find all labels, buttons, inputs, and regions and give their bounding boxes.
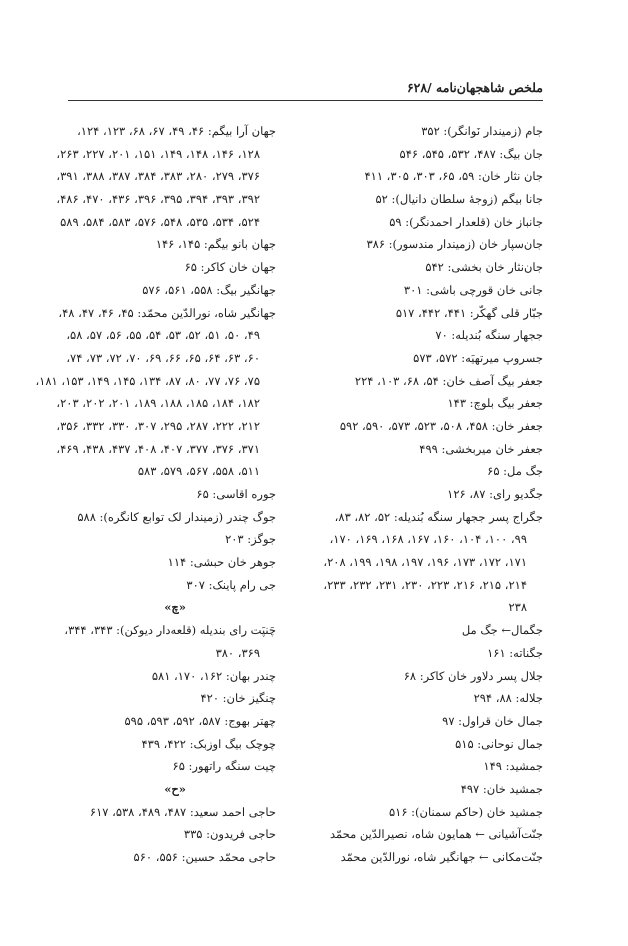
index-column-left (35, 120, 276, 869)
index-entry: ۳۶۹، ۳۸۰ (215, 645, 260, 660)
index-entry: جی رام پاینک: ۳۰۷ (186, 577, 276, 592)
index-entry: جگدیو رای: ۸۷، ۱۲۶ (447, 487, 543, 501)
index-entry: ۵۱۱، ۵۵۸، ۵۶۷، ۵۷۹، ۵۸۳ (137, 464, 260, 479)
index-entry: چهتر بهوج: ۵۸۷، ۵۹۲، ۵۹۳، ۵۹۵ (124, 713, 276, 728)
index-entry: جعفر خان میربخشی: ۴۹۹ (419, 441, 543, 456)
index-entry: جانباز خان (قلعدار احمدنگر): ۵۹ (389, 214, 543, 229)
index-entry: ۴۹، ۵۰، ۵۱، ۵۲، ۵۳، ۵۴، ۵۵، ۵۶، ۵۷، ۵۸، (66, 328, 260, 343)
index-entry: جمشید خان: ۴۹۷ (460, 781, 543, 796)
index-entry: جهان خان کاکر: ۶۵ (184, 260, 276, 275)
index-entry: جگراج پسر ججهار سنگه بُندیله: ۵۲، ۸۲، ۸۳، (334, 509, 543, 524)
index-entry: ۶۰، ۶۳، ۶۴، ۶۵، ۶۶، ۶۹، ۷۰، ۷۲، ۷۳، ۷۴، (66, 350, 260, 365)
index-entry: جام (زمیندار نَوانگر): ۳۵۲ (421, 124, 543, 138)
index-entry: ۹۹، ۱۰۰، ۱۰۴، ۱۶۰، ۱۶۷، ۱۶۸، ۱۶۹، ۱۷۰، (329, 532, 527, 547)
index-entry: ۱۷۱، ۱۷۲، ۱۷۳، ۱۹۶، ۱۹۷، ۱۹۸، ۱۹۹، ۲۰۸، (323, 555, 527, 570)
index-entry: جسروپ میرتهیَه: ۵۷۲، ۵۷۳ (413, 350, 543, 365)
index-entry: جلاله: ۸۸، ۲۹۴ (473, 691, 543, 706)
index-entry: جهانگیر شاه، نورالدّین محمّد: ۴۵، ۴۶، ۴۷، ۴۸، (58, 305, 276, 320)
index-entry: جلال پسر دلاور خان کاکر: ۶۸ (403, 668, 543, 683)
index-entry: ۳۷۱، ۳۷۶، ۳۷۷، ۴۰۷، ۴۰۸، ۴۳۷، ۴۳۸، ۴۶۹، (56, 441, 260, 456)
index-entry: جمال خان قراول: ۹۷ (442, 713, 543, 728)
index-entry: جهان آرا بیگم: ۴۶، ۴۹، ۶۷، ۶۸، ۱۲۳، ۱۲۴، (77, 124, 276, 138)
index-entry: ۲۳۸ (508, 600, 527, 615)
index-entry: چیت سنگه راتهور: ۶۵ (172, 759, 276, 774)
index-entry: ۱۸۲، ۱۸۴، ۱۸۵، ۱۸۸، ۱۸۹، ۲۰۱، ۲۰۲، ۲۰۳، (56, 396, 260, 411)
index-entry: حاجی احمد سعید: ۴۸۷، ۴۸۹، ۵۳۸، ۶۱۷ (89, 804, 276, 819)
index-entry: ۳۹۲، ۳۹۳، ۳۹۴، ۳۹۵، ۳۹۶، ۴۳۶، ۴۷۰، ۴۸۶، (56, 192, 260, 207)
index-entry: چنگیز خان: ۴۲۰ (200, 691, 276, 706)
index-entry: جهانگیر بیگ: ۵۵۸، ۵۶۱، ۵۷۶ (142, 282, 276, 297)
index-entry: جان نثار خان: ۵۹، ۶۵، ۳۰۳، ۳۰۵، ۴۱۱ (364, 169, 543, 184)
index-entry: جمال نوحانی: ۵۱۵ (455, 736, 543, 751)
index-entry: ۲۱۲، ۲۲۲، ۲۸۷، ۲۹۵، ۳۰۷، ۳۳۰، ۳۳۲، ۳۵۶، (56, 418, 260, 433)
index-entry: جانی خان قورچی باشی: ۳۰۱ (403, 282, 543, 297)
index-entry: جمشید خان (حاکم سمنان): ۵۱۶ (388, 804, 543, 819)
index-entry: جان بیگ: ۴۸۷، ۵۳۲، ۵۴۵، ۵۴۶ (399, 146, 543, 161)
index-section-letter: «ح» (164, 781, 186, 796)
index-entry: چوچک بیگ اوزبک: ۴۲۲، ۴۳۹ (141, 736, 276, 751)
index-section-letter: «چ» (164, 600, 186, 615)
index-entry: جنّت‌مکانی ← جهانگیر شاه، نورالدّین محمّد (340, 850, 543, 864)
index-entry: ۵۲۴، ۵۳۴، ۵۳۵، ۵۴۸، ۵۷۶، ۵۸۳، ۵۸۴، ۵۸۹ (60, 214, 260, 229)
index-entry: چَنپَت رای بندیله (قلعه‌دار دیوکن): ۳۴۳، ۳۴۴، (64, 623, 276, 638)
index-entry: جان‌سپار خان (زمیندار مندسور): ۳۸۶ (366, 237, 543, 252)
index-entry: جانا بیگم (زوجهٔ سلطان دانیال): ۵۲ (375, 192, 543, 207)
index-entry: جبّار قلی گهکّر: ۴۴۱، ۴۴۲، ۵۱۷ (395, 305, 543, 320)
index-column-right (298, 120, 543, 869)
index-entry: جوهر خان حبشی: ۱۱۴ (167, 555, 276, 570)
index-entry: جنّت‌آشیانی ← همایون شاه، نصیرالدّین محمّد (329, 827, 543, 842)
index-entry: ۲۱۴، ۲۱۵، ۲۱۶، ۲۲۳، ۲۳۰، ۲۳۱، ۲۳۲، ۲۳۳، (323, 577, 527, 592)
index-entry: ۷۵، ۷۶، ۷۷، ۸۰، ۸۷، ۱۳۴، ۱۴۵، ۱۴۹، ۱۵۳، ۱۸۱، (35, 373, 260, 388)
index-entry: جوگ چندر (زمیندار لک توابع کانگره): ۵۸۸ (77, 509, 276, 524)
index-entry: جعفر بیگ بلوچ: ۱۴۳ (447, 396, 543, 411)
index-entry: ججهار سنگه بُندیله: ۷۰ (435, 328, 543, 343)
index-entry: جگمال← جگ مل (461, 623, 543, 638)
index-entry: جان‌نثار خان بخشی: ۵۴۲ (425, 260, 543, 275)
index-entry: حاجی محمّد حسین: ۵۵۶، ۵۶۰ (133, 850, 276, 864)
header-rule (68, 100, 543, 101)
index-entry: جوره اقاسی: ۶۵ (196, 487, 276, 501)
index-entry: چندر بهان: ۱۶۲، ۱۷۰، ۵۸۱ (151, 668, 276, 683)
index-entry: ۱۲۸، ۱۴۶، ۱۴۸، ۱۴۹، ۱۵۱، ۲۰۱، ۲۲۷، ۲۶۳، (56, 146, 260, 161)
index-entry: ۳۷۶، ۲۷۹، ۲۸۰، ۳۸۳، ۳۸۴، ۳۸۷، ۳۸۸، ۳۹۱، (56, 169, 260, 184)
index-entry: جعفر بیگ آصف خان: ۵۴، ۶۸، ۱۰۳، ۲۲۴ (354, 373, 543, 388)
index-entry: جوگز: ۲۰۳ (225, 532, 276, 547)
index-entry: جمشید: ۱۴۹ (483, 759, 543, 774)
index-entry: جعفر خان: ۴۵۸، ۵۰۸، ۵۲۳، ۵۷۳، ۵۹۰، ۵۹۲ (339, 418, 543, 433)
index-entry: جگناته: ۱۶۱ (487, 645, 543, 660)
running-header: ملخص شاهجهان‌نامه /۶۲۸ (406, 80, 543, 95)
index-entry: حاجی فریدون: ۳۳۵ (183, 827, 276, 842)
index-entry: جگ مل: ۶۵ (487, 464, 543, 479)
index-entry: جهان بانو بیگم: ۱۴۵، ۱۴۶ (155, 237, 276, 252)
